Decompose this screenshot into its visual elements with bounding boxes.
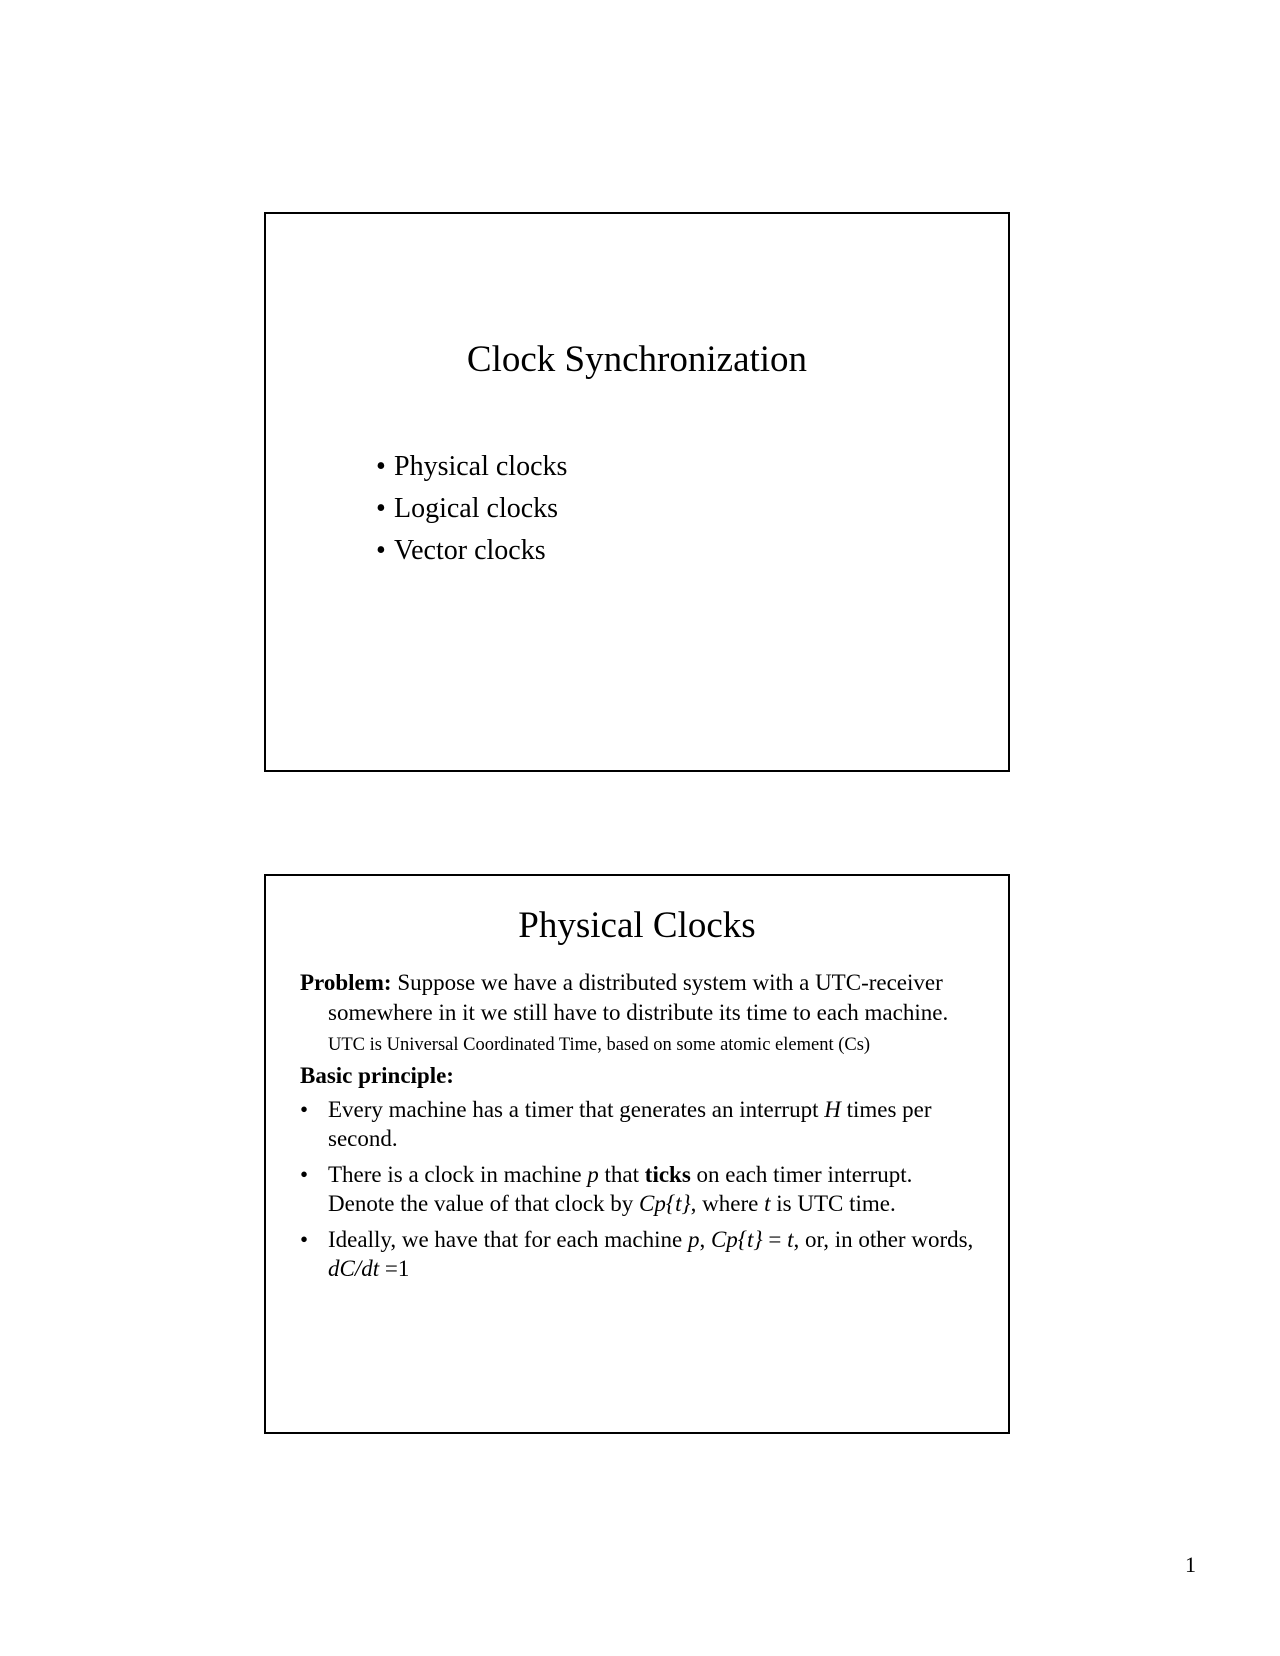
slide-physical-clocks (264, 874, 1010, 1434)
math-h: H (824, 1096, 841, 1122)
utc-note: UTC is Universal Coordinated Time, based on some atomic element (Cs) (328, 1035, 871, 1055)
text-run: Ideally, we have that for each machine (328, 1226, 688, 1252)
text-run: is UTC time. (770, 1191, 896, 1216)
bullet: • (300, 1096, 309, 1122)
text-run: , or, in other words, (793, 1226, 974, 1252)
bullet: • (376, 451, 386, 482)
slide-body (300, 968, 982, 1290)
list-item-text: Vector clocks (394, 535, 546, 566)
text-run: , (699, 1226, 711, 1252)
text-run: Every machine has a timer that generates an interrupt (328, 1096, 825, 1122)
bullet: • (376, 493, 386, 524)
math-cpt: Cp{t} (639, 1191, 691, 1216)
basic-principle-heading: Basic principle: (300, 1063, 454, 1088)
math-dcdt: dC/dt (328, 1256, 380, 1281)
problem-paragraph (300, 968, 982, 1027)
slide-title: Physical Clocks (518, 905, 756, 946)
text-run: There is a clock in machine (328, 1161, 588, 1187)
list-item (300, 1225, 982, 1284)
page-number: 1 (1185, 1552, 1196, 1577)
text-run: =1 (379, 1256, 410, 1281)
topic-list (376, 446, 567, 572)
ticks-emphasis: ticks (644, 1161, 691, 1187)
list-item (376, 446, 567, 488)
bullet: • (300, 1161, 309, 1187)
math-p: p (687, 1226, 700, 1252)
text-run: that (598, 1161, 645, 1187)
slide-title: Clock Synchronization (466, 339, 808, 380)
math-t: t (764, 1191, 771, 1216)
text-run: = (762, 1226, 788, 1252)
problem-text: Suppose we have a distributed system with a UTC-receiver somewhere in it we still have to distribute its time to each machine. (328, 970, 949, 1025)
math-p: p (587, 1161, 599, 1187)
text-run: on each timer interrupt. Denote the value of that clock by (328, 1161, 913, 1216)
bullet: • (376, 535, 386, 566)
math-t: t (787, 1226, 794, 1252)
text-run: , where (690, 1191, 765, 1216)
list-item (376, 488, 567, 530)
problem-label: Problem: (300, 970, 392, 995)
list-item-text: Logical clocks (394, 493, 559, 524)
list-item (376, 530, 567, 572)
list-item (300, 1095, 982, 1154)
math-cpt: Cp{t} (710, 1226, 763, 1252)
list-item-text: Physical clocks (394, 451, 568, 482)
slide-clock-synchronization (264, 212, 1010, 772)
bullet: • (300, 1226, 309, 1252)
principle-list (300, 1095, 982, 1284)
list-item (300, 1160, 982, 1219)
text-run: times per second. (328, 1096, 932, 1151)
